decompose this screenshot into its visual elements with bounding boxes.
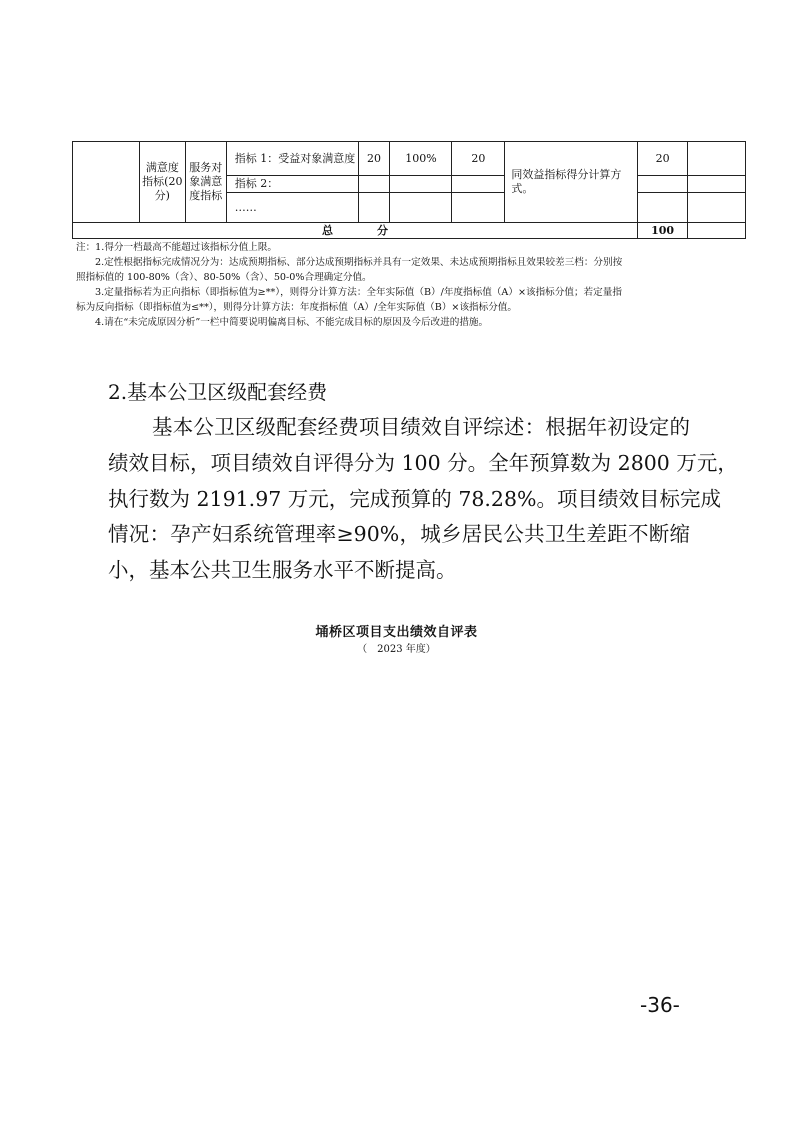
performance-table — [72, 141, 746, 239]
empty-cell — [688, 142, 746, 176]
indicator-score — [638, 193, 688, 223]
indicator-actual: 20 — [452, 142, 505, 176]
paragraph-line: 执行数为 2191.97 万元，完成预算的 78.28%。项目绩效目标完成 — [108, 486, 721, 511]
indicator-name: 指标 1：受益对象满意度 — [226, 142, 358, 176]
empty-cell — [688, 223, 746, 239]
table-subtitle: （ 2023 年度） — [357, 644, 436, 655]
note-line: 3.定量指标若为正向指标（即指标值为≥**），则得分计算方法：全年实际值（B）/年度指标值（A）×该指标分值；若定量指 — [95, 287, 622, 298]
page-number: -36- — [640, 993, 680, 1017]
indicator-target: 100% — [390, 142, 452, 176]
note-line: 注：1.得分一档最高不能超过该指标分值上限。 — [76, 242, 278, 253]
table-row — [73, 142, 746, 176]
indicator-target — [390, 176, 452, 193]
paragraph-line: 情况：孕产妇系统管理率≥90%，城乡居民公共卫生差距不断缩 — [108, 522, 690, 547]
summary-paragraph — [108, 410, 738, 589]
subcategory-cell: 服务对象满意度指标 — [185, 142, 226, 223]
total-label: 总 分 — [73, 223, 638, 239]
paragraph-line: 小，基本公共卫生服务水平不断提高。 — [108, 558, 457, 583]
indicator-score: 20 — [638, 142, 688, 176]
paragraph-line: 基本公卫区级配套经费项目绩效自评综述：根据年初设定的 — [152, 415, 690, 439]
note-line: 4.请在“未完成原因分析”一栏中简要说明偏离目标、不能完成目标的原因及今后改进的措施。 — [95, 317, 489, 328]
empty-cell — [688, 176, 746, 193]
indicator-name: …… — [226, 193, 358, 223]
indicator-target — [390, 193, 452, 223]
indicator-name: 指标 2： — [226, 176, 358, 193]
note-line: 照指标值的 100-80%（含）、80-50%（含）、50-0%合理确定分值。 — [76, 272, 372, 283]
indicator-weight: 20 — [358, 142, 390, 176]
paragraph-line: 绩效目标，项目绩效自评得分为 100 分。全年预算数为 2800 万元， — [108, 450, 738, 475]
note-line: 2.定性根据指标完成情况分为：达成预期指标、部分达成预期指标并具有一定效果、未达成预期指标且效果较差三档：分别按 — [95, 257, 623, 268]
section-heading: 2.基本公卫区级配套经费 — [108, 380, 328, 404]
total-row — [73, 223, 746, 239]
table-title: 埇桥区项目支出绩效自评表 — [315, 625, 478, 640]
method-cell: 同效益指标得分计算方式。 — [505, 142, 638, 223]
total-score: 100 — [638, 223, 688, 239]
empty-cell — [73, 142, 140, 223]
indicator-score — [638, 176, 688, 193]
category-cell: 满意度指标(20分) — [139, 142, 185, 223]
table-notes — [76, 240, 756, 330]
empty-cell — [688, 193, 746, 223]
indicator-actual — [452, 176, 505, 193]
note-line: 标为反向指标（即指标值为≤**），则得分计算方法：年度指标值（A）/全年实际值（B）×该指标分值。 — [76, 302, 518, 313]
indicator-actual — [452, 193, 505, 223]
indicator-weight — [358, 176, 390, 193]
indicator-weight — [358, 193, 390, 223]
